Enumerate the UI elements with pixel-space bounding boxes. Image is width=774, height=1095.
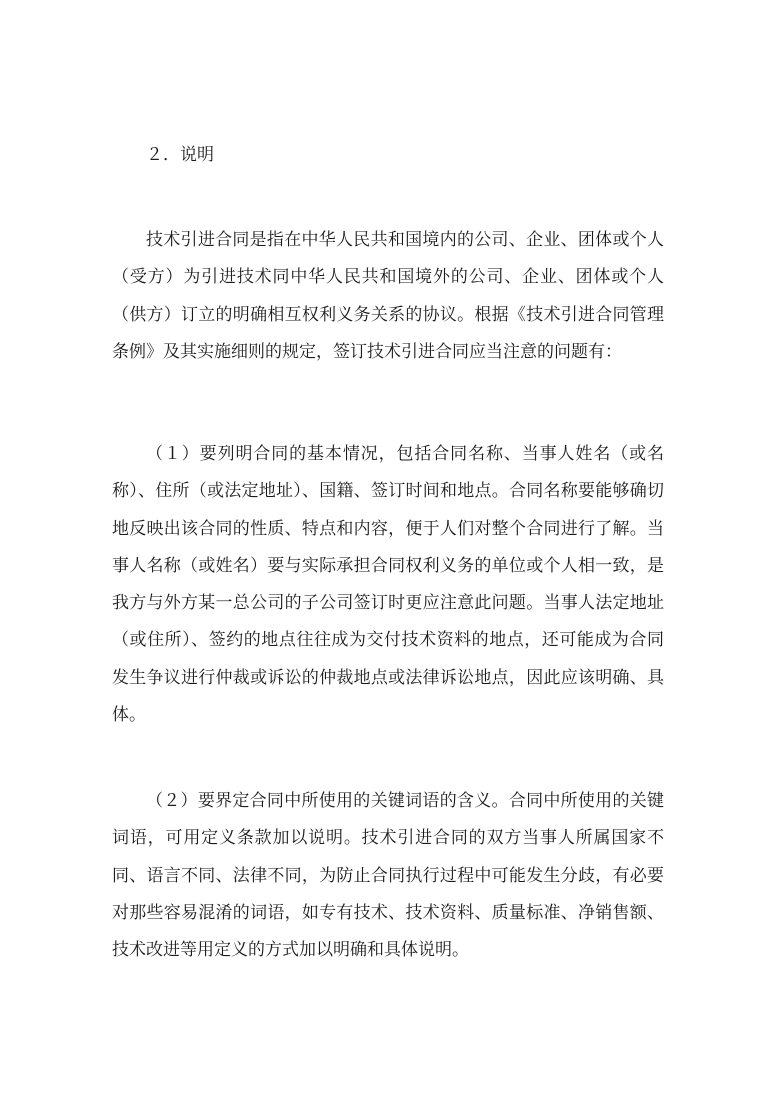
paragraph-item-2: （２）要界定合同中所使用的关键词语的含义。合同中所使用的关键词语，可用定义条款加以说明。技术引进合同的双方当事人所属国家不同、语言不同、法律不同，为防止合同执行过程中可能发生分歧，有必要对那些容易混淆的词语，如专有技术、技术资料、质量标准、净销售额、技术改进等用定义的方式加以明确和具体说明。 [112, 791, 664, 961]
section-heading: ２．说明 [146, 145, 214, 165]
paragraph-intro: 技术引进合同是指在中华人民共和国境内的公司、企业、团体或个人（受方）为引进技术同中华人民共和国境外的公司、企业、团体或个人（供方）订立的明确相互权利义务关系的协议。根据《技术引进合同管理条例》及其实施细则的规定，签订技术引进合同应当注意的问题有： [112, 230, 664, 362]
paragraph-item-1: （１）要列明合同的基本情况，包括合同名称、当事人姓名（或名称）、住所（或法定地址）、国籍、签订时间和地点。合同名称要能够确切地反映出该合同的性质、特点和内容，便于人们对整个合同进行了解。当事人名称（或姓名）要与实际承担合同权利义务的单位或个人相一致，是我方与外方某一总公司的子公司签订时更应注意此问题。当事人法定地址（或住所）、签约的地点往往成为交付技术资料的地点，还可能成为合同发生争议进行仲裁或诉讼的仲裁地点或法律诉讼地点，因此应该明确、具体。 [112, 444, 664, 726]
